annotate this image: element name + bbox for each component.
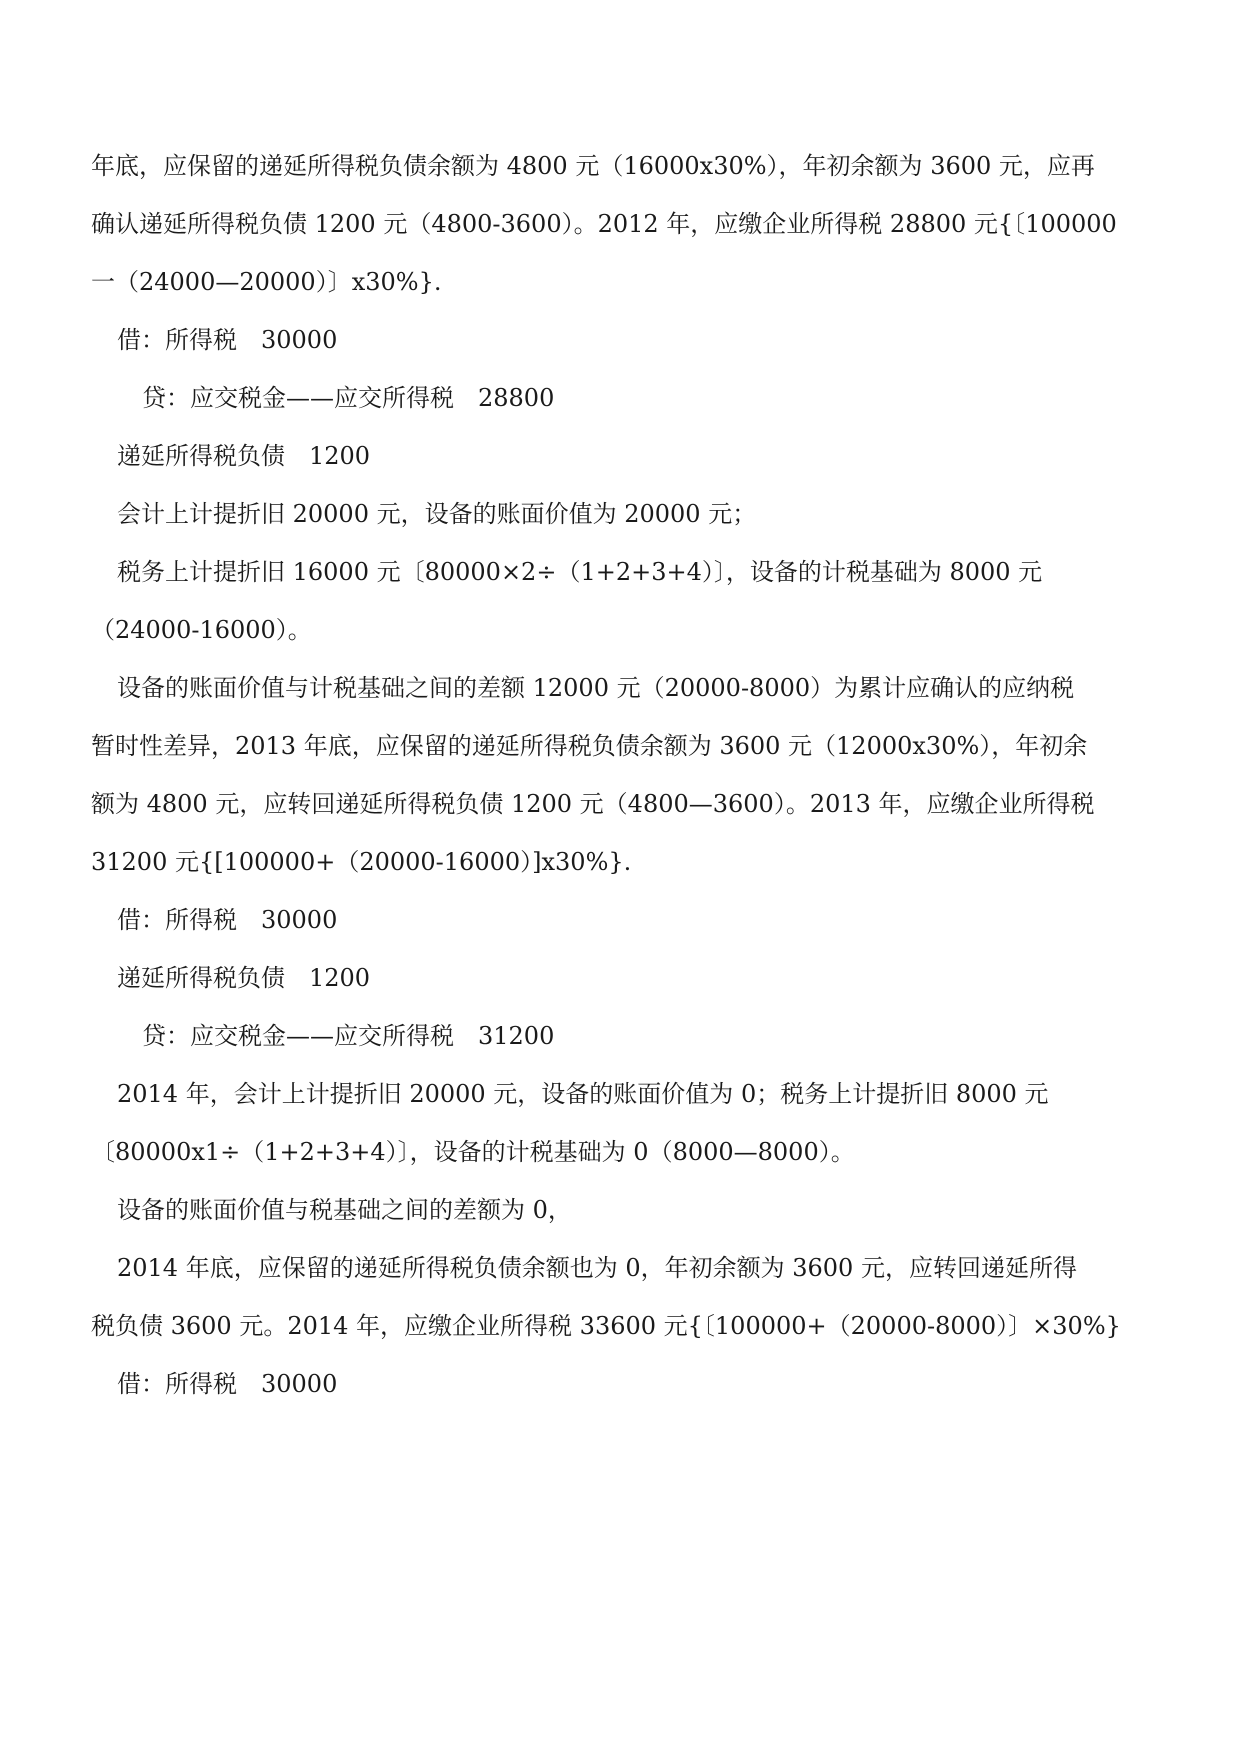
paragraph-line: 2014 年底，应保留的递延所得税负债余额也为 0，年初余额为 3600 元，应转回递延所得 xyxy=(117,1254,1077,1282)
paragraph-line: 税务上计提折旧 16000 元〔80000×2÷（1+2+3+4）〕，设备的计税基础为 8000 元 xyxy=(117,558,1043,586)
paragraph-line: 〔80000x1÷（1+2+3+4）〕，设备的计税基础为 0（8000—8000）。 xyxy=(91,1138,855,1166)
journal-entry-debit: 借：所得税 30000 xyxy=(117,906,338,934)
journal-entry-credit: 贷：应交税金——应交所得税 31200 xyxy=(142,1022,555,1050)
paragraph-line: 31200 元{[100000+（20000-16000）]x30%}. xyxy=(91,848,632,876)
journal-entry-line: 递延所得税负债 1200 xyxy=(117,964,371,992)
paragraph-line: 额为 4800 元，应转回递延所得税负债 1200 元（4800—3600）。2013 年，应缴企业所得税 xyxy=(91,790,1095,818)
journal-entry-debit: 借：所得税 30000 xyxy=(117,1370,338,1398)
journal-entry-line: 递延所得税负债 1200 xyxy=(117,442,371,470)
paragraph-line: 设备的账面价值与计税基础之间的差额 12000 元（20000-8000）为累计应确认的应纳税 xyxy=(117,674,1075,702)
paragraph-line: 确认递延所得税负债 1200 元（4800-3600）。2012 年，应缴企业所得税 28800 元{〔100000 xyxy=(91,210,1117,238)
journal-entry-credit: 贷：应交税金——应交所得税 28800 xyxy=(142,384,555,412)
paragraph-line: 设备的账面价值与税基础之间的差额为 0， xyxy=(117,1196,572,1224)
paragraph-line: 会计上计提折旧 20000 元，设备的账面价值为 20000 元； xyxy=(117,500,757,528)
journal-entry-debit: 借：所得税 30000 xyxy=(117,326,338,354)
paragraph-line: 年底，应保留的递延所得税负债余额为 4800 元（16000x30%），年初余额为 3600 元，应再 xyxy=(91,152,1095,180)
paragraph-line: 一（24000—20000）〕x30%}. xyxy=(91,268,442,296)
paragraph-line: 税负债 3600 元。2014 年，应缴企业所得税 33600 元{〔100000+（20000-8000）〕×30%} xyxy=(91,1312,1121,1340)
paragraph-line: （24000-16000）。 xyxy=(91,616,312,644)
paragraph-line: 暂时性差异，2013 年底，应保留的递延所得税负债余额为 3600 元（12000x30%），年初余 xyxy=(91,732,1088,760)
paragraph-line: 2014 年，会计上计提折旧 20000 元，设备的账面价值为 0；税务上计提折旧 8000 元 xyxy=(117,1080,1049,1108)
